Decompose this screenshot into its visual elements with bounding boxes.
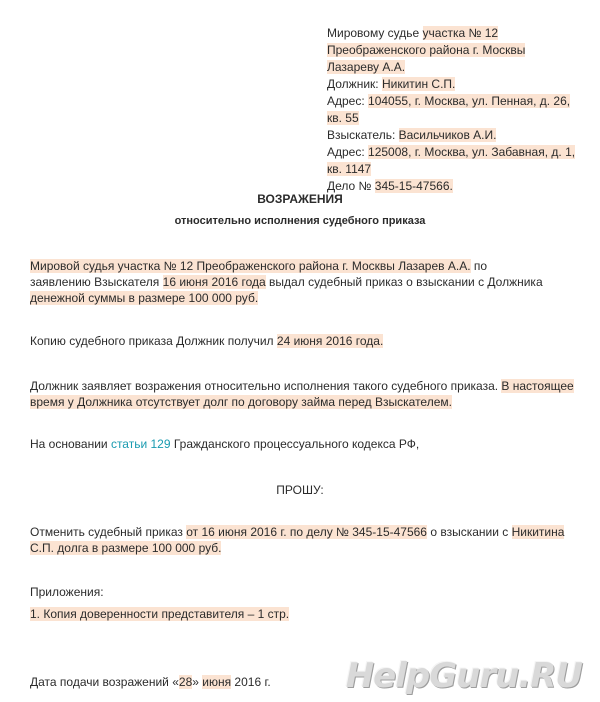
- paragraph-2: Копию судебного приказа Должник получил 24 июня 2016 года.: [30, 334, 384, 348]
- submission-date: Дата подачи возражений «28» июня 2016 г.: [30, 675, 271, 689]
- claimant-address-line-1: Адрес: 125008, г. Москва, ул. Забавная, д. 1,: [327, 145, 576, 159]
- debtor-address-line-2: кв. 55: [327, 111, 359, 125]
- paragraph-1-line-2: заявлению Взыскателя 16 июня 2016 года выдал судебный приказ о взыскании с Должника: [30, 275, 543, 289]
- document-subtitle: относительно исполнения судебного приказа: [174, 215, 426, 227]
- helpguru-watermark-logo: HelpGuru.RU: [345, 656, 582, 696]
- debtor-line: Должник: Никитин С.П.: [327, 77, 456, 91]
- claimant-line: Взыскатель: Васильчиков А.И.: [327, 128, 497, 142]
- paragraph-3-line-2: время у Должника отсутствует долг по договору займа перед Взыскателем.: [30, 395, 452, 409]
- claimant-address-line-2: кв. 1147: [327, 162, 372, 176]
- paragraph-4: На основании статьи 129 Гражданского процессуального кодекса РФ,: [30, 437, 420, 451]
- paragraph-1-line-3: денежной суммы в размере 100 000 руб.: [30, 291, 259, 305]
- request-heading: ПРОШУ:: [276, 483, 324, 497]
- paragraph-5-line-2: С.П. долга в размере 100 000 руб.: [30, 541, 222, 555]
- addressee-line-3: Лазареву А.А.: [327, 60, 406, 74]
- paragraph-1-line-1: Мировой судья участка № 12 Преображенского района г. Москвы Лазарев А.А. по: [30, 259, 488, 273]
- case-number-line: Дело № 345-15-47566.: [327, 179, 453, 193]
- paragraph-5-line-1: Отменить судебный приказ от 16 июня 2016 г. по делу № 345-15-47566 о взыскании с Никитина: [30, 525, 565, 539]
- debtor-address-line-1: Адрес: 104055, г. Москва, ул. Пенная, д. 26,: [327, 94, 571, 108]
- article-129-link[interactable]: статьи 129: [110, 437, 171, 451]
- attachments-label: Приложения:: [30, 585, 104, 599]
- attachment-item-1: 1. Копия доверенности представителя – 1 стр.: [30, 607, 290, 621]
- document-title: ВОЗРАЖЕНИЯ: [257, 192, 343, 206]
- paragraph-3-line-1: Должник заявляет возражения относительно исполнения такого судебного приказа. В настоящее: [30, 379, 574, 393]
- addressee-line-2: Преображенского района г. Москвы: [327, 43, 526, 57]
- addressee-line-1: Мировому судье участка № 12: [327, 26, 499, 40]
